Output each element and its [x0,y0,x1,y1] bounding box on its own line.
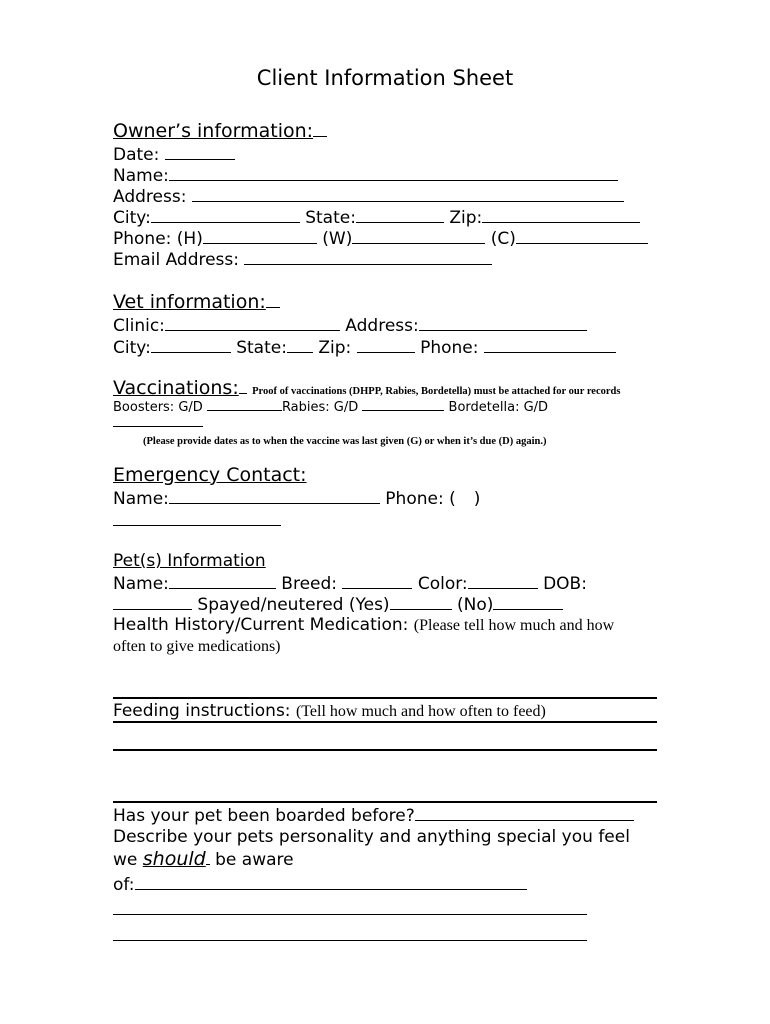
owner-date-field[interactable] [165,144,235,160]
emergency-phone-continued [113,510,281,531]
pets-heading: Pet(s) Information [113,551,266,571]
owner-zip-field[interactable] [482,207,640,223]
owner-email-row: Email Address: [113,249,492,270]
personality-row-3: of: [113,874,527,895]
vet-heading: Vet information: [113,291,280,313]
personality-row-2: we should be aware [113,848,294,870]
vet-address-field[interactable] [419,315,587,331]
feeding-row: Feeding instructions: (Tell how much and how often to feed) [113,701,546,721]
boosters-field[interactable] [207,399,282,411]
spayed-no-field[interactable] [493,594,563,610]
vet-zip-field[interactable] [357,337,415,353]
owner-state-field[interactable] [356,207,444,223]
owner-heading: Owner’s information: [113,120,327,142]
owner-phone-w-field[interactable] [352,228,485,244]
vet-state-field[interactable] [287,337,313,353]
pet-color-field[interactable] [468,573,538,589]
owner-phone-c-field[interactable] [516,228,648,244]
owner-address-row: Address: [113,186,624,207]
vaccinations-row: Boosters: G/D Rabies: G/D Bordetella: G/D [113,400,549,415]
vaccinations-proof-note: Proof of vaccinations (DHPP, Rabies, Bordetella) must be attached for our records [252,386,621,397]
owner-name-row: Name: [113,165,618,186]
personality-field-line-1[interactable] [135,874,527,890]
vet-city-row: City: State: Zip: Phone: [113,337,616,358]
pet-details-row: Name: Breed: Color: DOB: [113,574,587,594]
vet-phone-field[interactable] [484,337,616,353]
rabies-field[interactable] [362,399,444,411]
health-history-row: Health History/Current Medication: (Please tell how much and how [113,615,615,635]
boarded-row: Has your pet been boarded before? [113,805,634,826]
pet-dob-field[interactable] [113,594,192,610]
pet-spayed-row: Spayed/neutered (Yes) (No) [113,594,563,615]
bordetella-field[interactable] [113,415,203,427]
owner-city-field[interactable] [151,207,300,223]
feeding-field-line-2[interactable] [113,749,657,751]
pet-breed-field[interactable] [342,573,412,589]
owner-email-field[interactable] [244,249,492,265]
vet-city-field[interactable] [151,337,231,353]
emergency-phone-field[interactable] [113,510,281,526]
owner-name-field[interactable] [169,165,618,181]
emergency-name-field[interactable] [169,488,380,504]
pet-name-field[interactable] [169,573,276,589]
owner-phone-row: Phone: (H) (W) (C) [113,228,648,249]
personality-field-line-3[interactable] [113,925,587,941]
feeding-field-line-3[interactable] [113,801,657,803]
vet-clinic-field[interactable] [165,315,340,331]
bordetella-continued [113,414,203,434]
boarded-field[interactable] [415,805,634,821]
owner-address-field[interactable] [192,186,624,202]
owner-phone-h-field[interactable] [203,228,317,244]
vaccinations-heading-row: Vaccinations: Proof of vaccinations (DHPP, Rabies, Bordetella) must be attached for our records [113,377,621,399]
page-title: Client Information Sheet [256,66,514,90]
emergency-heading: Emergency Contact: [113,464,307,486]
owner-date-row: Date: [113,144,235,165]
personality-field-line-2[interactable] [113,899,587,915]
vet-clinic-row: Clinic: Address: [113,315,587,336]
personality-line-3 [113,925,587,946]
health-history-note-continued: often to give medications) [113,638,281,655]
personality-line-2 [113,899,587,920]
emergency-row: Name: Phone: ( ) [113,489,481,509]
feeding-field-line-1[interactable] [113,721,657,723]
vaccinations-dates-note: (Please provide dates as to when the vaccine was last given (G) or when it’s due (D) again.) [143,436,547,447]
owner-city-row: City: State: Zip: [113,207,640,228]
personality-row: Describe your pets personality and anything special you feel [113,827,630,847]
health-history-field[interactable] [113,697,657,699]
spayed-yes-field[interactable] [390,594,452,610]
